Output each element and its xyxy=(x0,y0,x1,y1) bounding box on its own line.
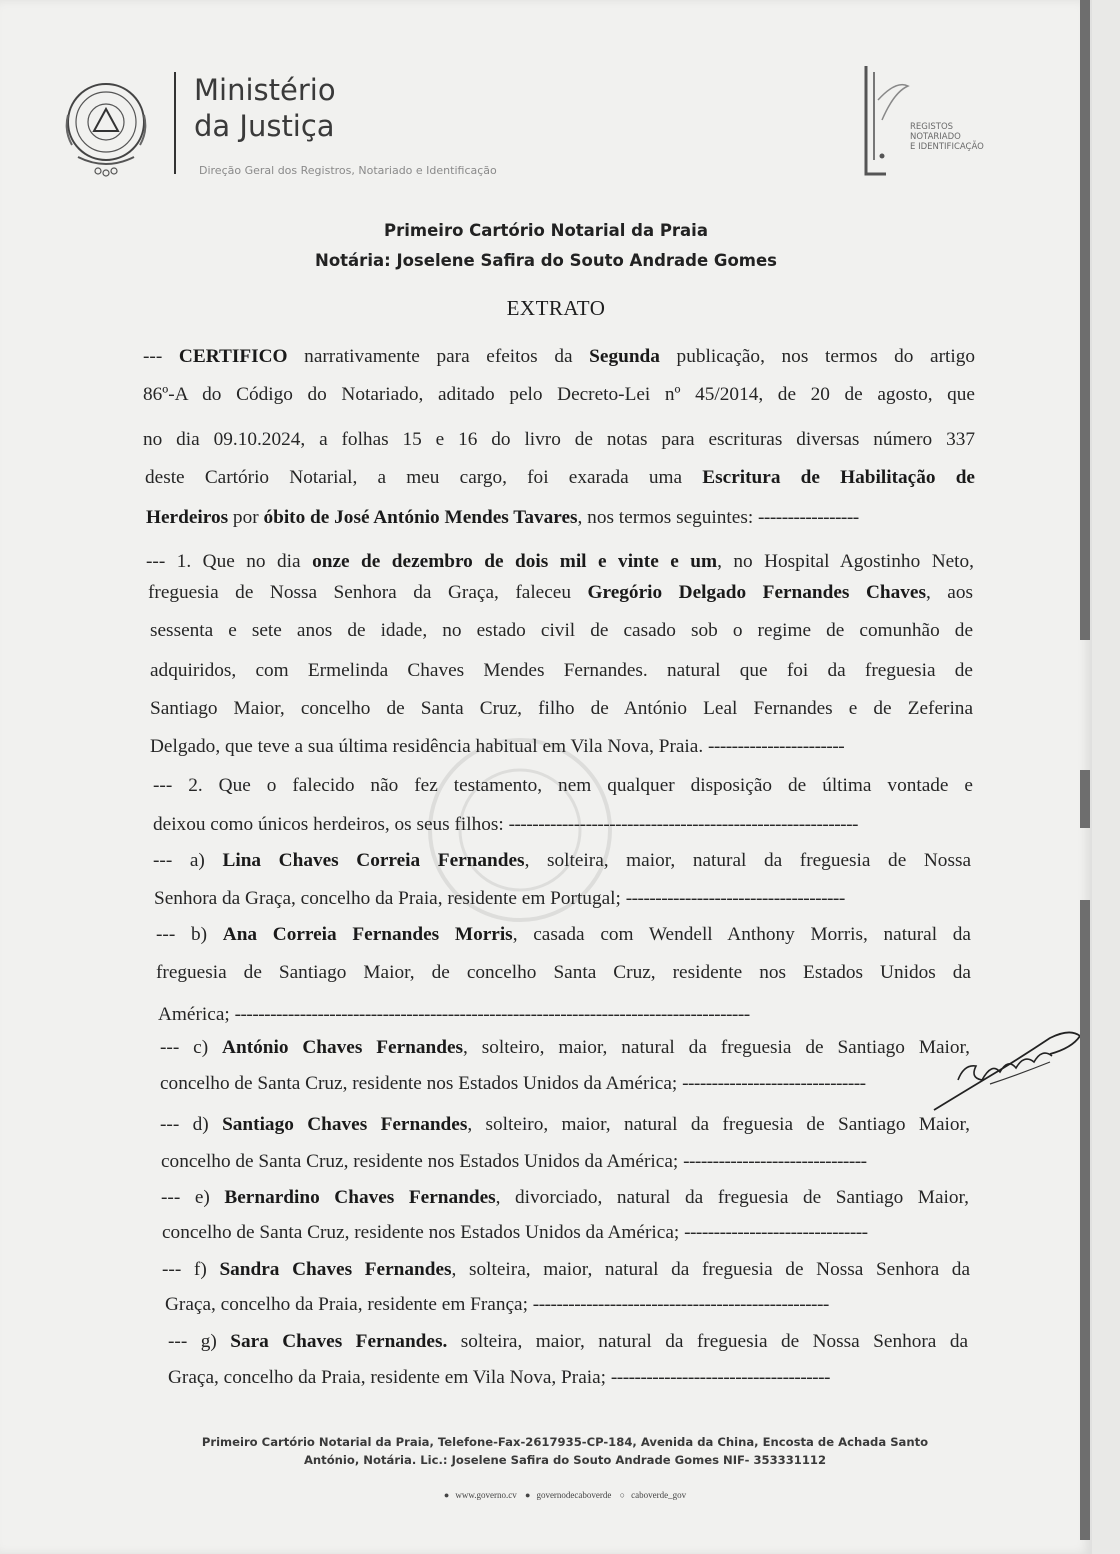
heir-d-line-2: concelho de Santa Cruz, residente nos Estados Unidos da América; ------------------------------- xyxy=(161,1151,867,1172)
ministry-line-1: Ministério xyxy=(194,73,336,107)
registos-line-1: REGISTOS xyxy=(910,122,954,132)
registos-text xyxy=(910,122,984,152)
heir-f-line-2: Graça, concelho da Praia, residente em França; -------------------------------------------------- xyxy=(165,1294,829,1315)
body-line-4: deste Cartório Notarial, a meu cargo, foi exarada uma Escritura de Habilitação de xyxy=(145,467,975,488)
body-line-7: freguesia de Nossa Senhora da Graça, faleceu Gregório Delgado Fernandes Chaves, aos xyxy=(148,582,973,603)
facebook-link[interactable]: governodecaboverde xyxy=(536,1490,612,1500)
heir-b-line-1: --- b) Ana Correia Fernandes Morris, casada com Wendell Anthony Morris, natural da xyxy=(156,924,971,945)
social-links xyxy=(0,1490,1120,1500)
body-line-9: adquiridos, com Ermelinda Chaves Mendes Fernandes. natural que foi da freguesia de xyxy=(150,660,973,681)
registos-line-2: NOTARIADO xyxy=(910,132,961,142)
document-title: EXTRATO xyxy=(506,296,606,320)
heir-c-line-2: concelho de Santa Cruz, residente nos Estados Unidos da América; ------------------------------- xyxy=(160,1073,866,1094)
body-line-13: deixou como únicos herdeiros, os seus filhos: ----------------------------------------------------------- xyxy=(153,814,858,835)
heir-g-line-2: Graça, concelho da Praia, residente em Vila Nova, Praia; ------------------------------------- xyxy=(168,1367,830,1388)
heir-e-line-2: concelho de Santa Cruz, residente nos Estados Unidos da América; ------------------------------- xyxy=(162,1222,868,1243)
office-name: Primeiro Cartório Notarial da Praia xyxy=(384,221,708,240)
registos-line-3: E IDENTIFICAÇÃO xyxy=(910,142,984,152)
body-line-5: Herdeiros por óbito de José António Mendes Tavares, nos termos seguintes: ----------------- xyxy=(146,507,859,528)
body-line-2: 86º-A do Código do Notariado, aditado pelo Decreto-Lei nº 45/2014, de 20 de agosto, que xyxy=(143,384,975,405)
footer-line-1: Primeiro Cartório Notarial da Praia, Telefone-Fax-2617935-CP-184, Avenida da China, Encosta de Achada Santo xyxy=(201,1435,929,1449)
coat-of-arms-icon xyxy=(58,75,160,185)
page-edge xyxy=(1092,0,1120,1554)
body-line-6: --- 1. Que no dia onze de dezembro de dois mil e vinte e um, no Hospital Agostinho Neto, xyxy=(146,551,974,572)
instagram-icon: ○ xyxy=(619,1490,626,1500)
heir-g-line-1: --- g) Sara Chaves Fernandes. solteira, maior, natural da freguesia de Nossa Senhora da xyxy=(168,1331,968,1352)
header-divider xyxy=(174,72,176,174)
notary-name: Notária: Joselene Safira do Souto Andrade Gomes xyxy=(315,251,777,270)
body-line-3: no dia 09.10.2024, a folhas 15 e 16 do livro de notas para escrituras diversas número 337 xyxy=(143,429,975,450)
heir-f-line-1: --- f) Sandra Chaves Fernandes, solteira, maior, natural da freguesia de Nossa Senhora da xyxy=(162,1259,970,1280)
registos-logo-icon xyxy=(856,60,910,180)
ministry-subtitle: Direção Geral dos Registros, Notariado e Identificação xyxy=(199,164,497,177)
heir-d-line-1: --- d) Santiago Chaves Fernandes, solteiro, maior, natural da freguesia de Santiago Maior, xyxy=(160,1114,970,1135)
ministry-name xyxy=(194,72,336,144)
edge-mark-bottom xyxy=(1080,900,1090,1540)
facebook-icon: ● xyxy=(525,1490,531,1500)
heir-b-line-3: América; --------------------------------------------------------------------------------------- xyxy=(158,1004,750,1025)
signature-icon xyxy=(930,1018,1090,1118)
footer-line-2: António, Notária. Lic.: Joselene Safira do Souto Andrade Gomes NIF- 353331112 xyxy=(303,1453,827,1467)
heir-e-line-1: --- e) Bernardino Chaves Fernandes, divorciado, natural da freguesia de Santiago Maior, xyxy=(161,1187,969,1208)
body-line-8: sessenta e sete anos de idade, no estado civil de casado sob o regime de comunhão de xyxy=(150,620,973,641)
ministry-line-2: da Justiça xyxy=(194,109,335,143)
footer xyxy=(0,1433,1120,1469)
website-link[interactable]: www.governo.cv xyxy=(455,1490,517,1500)
body-line-12: --- 2. Que o falecido não fez testamento, nem qualquer disposição de última vontade e xyxy=(153,775,973,796)
heir-b-line-2: freguesia de Santiago Maior, de concelho Santa Cruz, residente nos Estados Unidos da xyxy=(156,962,971,983)
instagram-link[interactable]: caboverde_gov xyxy=(631,1490,687,1500)
heir-a-line-1: --- a) Lina Chaves Correia Fernandes, solteira, maior, natural da freguesia de Nossa xyxy=(153,850,971,871)
heir-c-line-1: --- c) António Chaves Fernandes, solteiro, maior, natural da freguesia de Santiago Maior, xyxy=(160,1037,970,1058)
edge-mark-top xyxy=(1080,0,1090,640)
office-heading xyxy=(0,216,1092,276)
body-line-1: --- CERTIFICO narrativamente para efeitos da Segunda publicação, nos termos do artigo xyxy=(143,346,975,367)
heir-a-line-2: Senhora da Graça, concelho da Praia, residente em Portugal; ------------------------------------- xyxy=(154,888,845,909)
web-icon: ● xyxy=(443,1490,450,1500)
edge-mark-middle xyxy=(1080,770,1090,828)
body-line-11: Delgado, que teve a sua última residência habitual em Vila Nova, Praia. ----------------------- xyxy=(150,736,845,757)
body-line-10: Santiago Maior, concelho de Santa Cruz, filho de António Leal Fernandes e de Zeferina xyxy=(150,698,973,719)
